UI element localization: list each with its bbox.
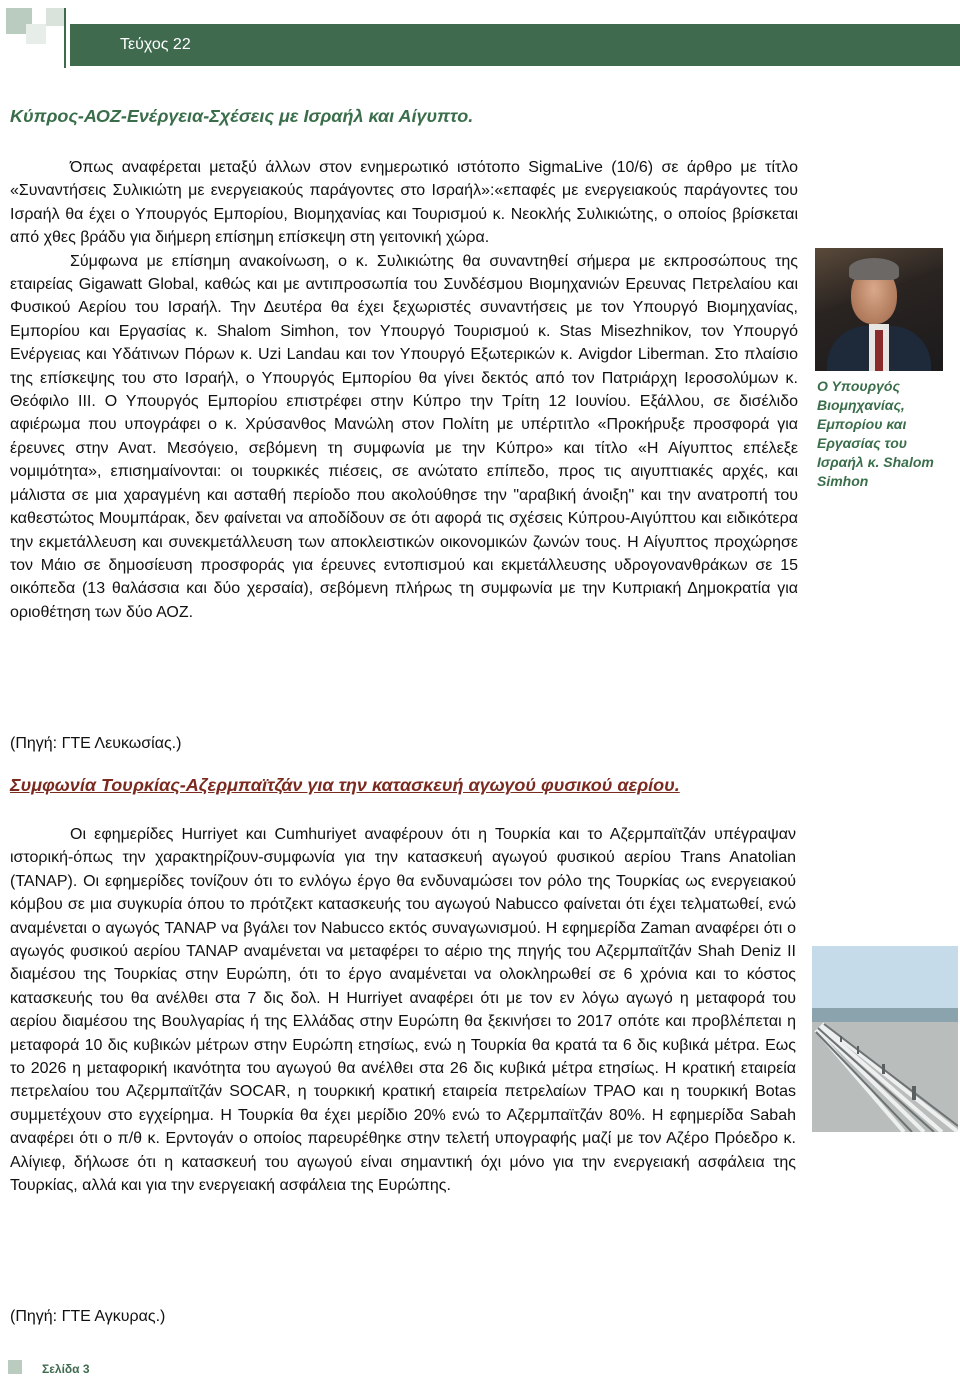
article2-body bbox=[10, 823, 796, 1198]
issue-number: Τεύχος 22 bbox=[120, 36, 191, 53]
article1-paragraph: Σύμφωνα με επίσημη ανακοίνωση, ο κ. Συλικιώτης θα συναντηθεί σήμερα με εκπροσώπους της εταιρείας Gigawatt Global, καθώς και με αντιπροσωπία του Συνδέσμου Βιομηχανιών Ερευνας Πετρελαίου και Φυσικού Αερίου του Ισραήλ. Την Δευτέρα θα έχει ξεχωριστές συναντήσεις με τον Υπουργό Βιομηχανίας, Εμπορίου και Εργασίας κ. Shalom Simhon, τον Υπουργό Τουρισμού κ. Stas Misezhnikov, τον Υπουργό Ενέργειας και Υδάτινων Πόρων κ. Uzi Landau και τον Υπουργό Εξωτερικών κ. Avigdor Liberman. Στο πλαίσιο της επίσκεψης του στο Ισραήλ, ο Υπουργός Εμπορίου θα γίνει δεκτός από τον Πατριάρχη Ιεροσολύμων κ. Θεόφιλο ΙΙΙ. Ο Υπουργός Εμπορίου επιστρέφει στην Κύπρο την Τρίτη 12 Ιουνίου. Εξάλλου, σε δισέλιδο αφιέρωμα που υπογράφει ο κ. Χρύσανθος Μανώλη στον Πολίτη με υπέρτιτλο «Προκήρυξε προσφορά για έρευνες στην Ανατ. Μεσόγειο, σεβόμενη τη συμφωνία με την Κύπρο» και τίτλο «Η Αίγυπτος επέλεξε νομιμότητα», επισημαίνονται: οι τουρκικές πιέσεις, σε ανώτατο επίπεδο, προς τις αιγυπτιακές αρχές, και μάλιστα σε μια χαραγμένη και ασταθή περίοδο που ακολούθησε την "αραβική άνοιξη" και την ανατροπή του καθεστώτος Μουμπάρακ, δεν φαίνεται να αποδίδουν σε ότι αφορά τις σχέσεις Κύπρου-Αιγύπτου και ειδικότερα την εκμετάλλευση και συνεκμετάλλευση των αποκλειστικών οικονομικών ζωνών τους. Η Αίγυπτος προχώρησε τον Μάιο σε δημοσίευση προσφοράς για έρευνες εντοπισμού και εκμετάλλευσης υδρογονανθράκων σε 15 οικόπεδα (13 θαλάσσια και δύο χερσαία), σεβόμενη πλήρως τη συμφωνία με την Κυπριακή Δημοκρατία για οριοθέτηση των δύο ΑΟΖ. bbox=[10, 252, 798, 621]
article2-paragraph: Οι εφημερίδες Hurriyet και Cumhuriyet αναφέρουν ότι η Τουρκία και το Αζερμπαϊτζάν υπέγραψαν ιστορική-όπως την χαρακτηρίζουν-συμφωνία για την κατασκευή αγωγού φυσικού αερίου Trans Anatolian (TANAP). Οι εφημερίδες τονίζουν ότι το ενλόγω έργο θα ενδυναμώσει τον ρόλο της Τουρκίας ως ενεργειακού κόμβου σε μια συγκυρία όπου το πρότζεκτ κατασκευής του αγωγού Nabucco φαίνεται ότι έχει τελματωθεί, ενώ αναμένεται ο αγωγός TANAP να βγάλει τον Nabucco εκτός συναγωνισμού. Η εφημερίδα Zaman αναφέρει ότι ο αγωγός φυσικού αερίου TANAP αναμένεται να μεταφέρει το αέριο της πηγής του Αζερμπαϊτζάν Shah Deniz II διαμέσου της Τουρκίας στην Ευρώπη, ότι το έργο αναμένεται να ολοκληρωθεί σε 6 χρόνια και το κόστος κατασκευής του θα ανέλθει στα 7 δις δολ. Η Hurriyet αναφέρει ότι με τον εν λόγω αγωγό η μεταφορά του αερίου διαμέσου της Βουλγαρίας ή της Ελλάδας στην Ευρώπη θα ξεκινήσει το 2017 οπότε και προβλέπεται η μεταφορά 10 δις κυβικών μέτρων στην Ευρώπη ετησίως, ενώ η Τουρκία θα κρατά τα 6 δις κυβικά μέτρα. Εως το 2026 η μεταφορική ικανότητα του αγωγού θα ανέλθει στα 26 δις κυβικά μέτρα ετησίως. Η κρατική εταιρεία πετρελαίου του Αζερμπαϊτζάν SOCAR, η τουρκική κρατική εταιρεία πετρελαίων TPAO και η τουρκική Botas συμμετέχουν στο εγχείρημα. Η Τουρκία θα έχει μερίδιο 20% ενώ το Αζερμπαϊτζάν 80%. Η εφημερίδα Sabah αναφέρει ότι ο π/θ κ. Ερντογάν ο οποίος παρευρέθηκε στην τελετή υπογραφής μαζί με τον Αζέρο Πρόεδρο κ. Αλίγιεφ, δήλωσε ότι η κατασκευή του αγωγού είναι σημαντική όχι μόνο για την ενεργειακή ασφάλεια της Τουρκίας, αλλά και για την ενεργειακή ασφάλεια της Ευρώπης. bbox=[10, 826, 796, 1195]
header-bar bbox=[70, 24, 960, 66]
article1-title: Κύπρος-ΑΟΖ-Ενέργεια-Σχέσεις με Ισραήλ και Αίγυπτο. bbox=[10, 106, 474, 126]
pipeline-photo bbox=[812, 946, 958, 1132]
photo-caption: Ο Υπουργός Βιομηχανίας, Εμπορίου και Εργασίας του Ισραήλ κ. Shalom Simhon bbox=[817, 378, 934, 489]
header-decoration-square bbox=[46, 8, 64, 26]
header-decoration-square bbox=[26, 24, 46, 44]
article2-title: Συμφωνία Τουρκίας-Αζερμπαϊτζάν για την κατασκευή αγωγού φυσικού αερίου. bbox=[10, 775, 680, 795]
header-divider bbox=[64, 8, 66, 68]
article1-body bbox=[10, 156, 798, 624]
article1-source: (Πηγή: ΓΤΕ Λευκωσίας.) bbox=[10, 735, 182, 752]
pipeline-illustration bbox=[812, 946, 958, 1132]
page-header bbox=[0, 0, 960, 70]
footer-decoration-square bbox=[8, 1360, 22, 1374]
minister-photo bbox=[815, 248, 943, 371]
page-number: Σελίδα 3 bbox=[42, 1362, 90, 1376]
article2-source: (Πηγή: ΓΤΕ Αγκυρας.) bbox=[10, 1308, 166, 1325]
article1-paragraph: Όπως αναφέρεται μεταξύ άλλων στον ενημερωτικό ιστότοπο SigmaLive (10/6) σε άρθρο με τίτλο «Συναντήσεις Συλικιώτη με ενεργειακούς παράγοντες στο Ισραήλ»:«επαφές με ενεργειακούς παράγοντες του Ισραήλ θα έχει ο Υπουργός Εμπορίου, Βιομηχανίας και Τουρισμού κ. Νεοκλής Συλικιώτης, ο οποίος βρίσκεται από χθες βράδυ για διήμερη επίσημη επίσκεψη στη γειτονική χώρα. bbox=[10, 159, 798, 247]
